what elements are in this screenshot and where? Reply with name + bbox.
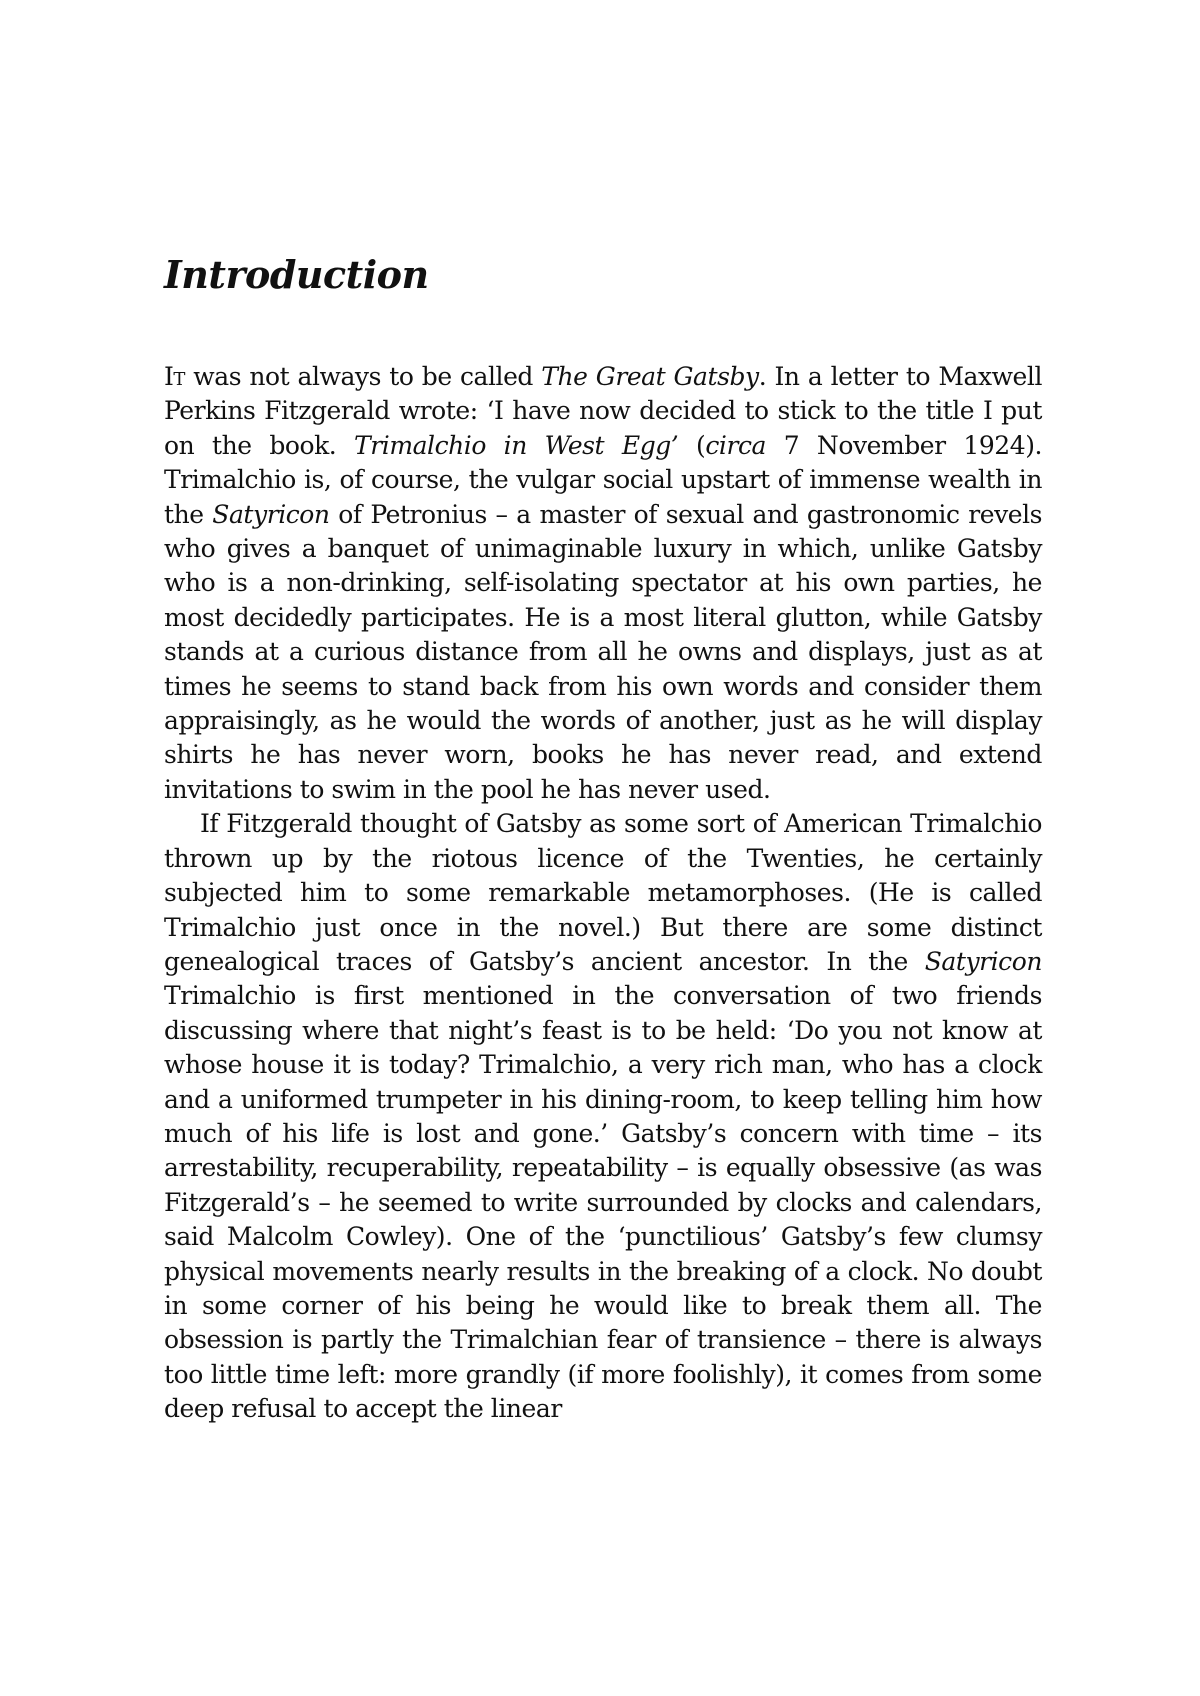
drop-lead-smallcaps: It (164, 362, 185, 391)
satyricon-title: Satyricon (212, 499, 330, 529)
chapter-heading: Introduction (164, 252, 429, 297)
book-title-great-gatsby: The Great Gatsby (541, 362, 759, 391)
book-title-trimalchio: Trimalchio in West Egg’ (354, 430, 679, 460)
paragraph-1-text-2: . In a letter to Maxwell Perkins Fitzgerald wrote: ‘I have now decided to stick to the title I put on the book. (164, 362, 1042, 460)
paragraph-1-text-3: ( (678, 430, 706, 460)
paragraph-1-text-4: 7 November 1924). Trimalchio is, of course, the vulgar social upstart of immense wealth in the (164, 430, 1042, 529)
paragraph-2-text-1: If Fitzgerald thought of Gatsby as some sort of American Trimalchio thrown up by the riotous licence of the Twenties, he certainly subjected him to some remarkable metamorphoses. (He is called Trimalchio just once in the novel.) But there are some distinct genealogical traces of Gatsby’s ancient ancestor. In the (164, 809, 1042, 976)
satyricon-title-2: Satyricon (924, 946, 1042, 976)
circa-italic: circa (705, 430, 766, 460)
body-text (164, 360, 1042, 1427)
paragraph-1 (164, 360, 1042, 807)
paragraph-1-text-5: of Petronius – a master of sexual and gastronomic revels who gives a banquet of unimaginable luxury in which, unlike Gatsby who is a non-drinking, self-isolating spectator at his own parties, he most decidedly participates. He is a most literal glutton, while Gatsby stands at a curious distance from all he owns and displays, just as at times he seems to stand back from his own words and consider them appraisingly, as he would the words of another, just as he will display shirts he has never worn, books he has never read, and extend invitations to swim in the pool he has never used. (164, 499, 1043, 804)
paragraph-1-text-1: was not always to be called (184, 362, 542, 391)
paragraph-2 (164, 807, 1042, 1426)
paragraph-2-text-2: Trimalchio is first mentioned in the conversation of two friends discussing where that night’s feast is to be held: ‘Do you not know at whose house it is today? Trimalchio, a very rich man, who has a clock and a uniformed trumpeter in his dining-room, to keep telling him how much of his life is lost and gone.’ Gatsby’s concern with time – its arrestability, recuperability, repeatability – is equally obsessive (as was Fitzgerald’s – he seemed to write surrounded by clocks and calendars, said Malcolm Cowley). One of the ‘punctilious’ Gatsby’s few clumsy physical movements nearly results in the breaking of a clock. No doubt in some corner of his being he would like to break them all. The obsession is partly the Trimalchian fear of transience – there is always too little time left: more grandly (if more foolishly), it comes from some deep refusal to accept the linear (164, 981, 1042, 1424)
